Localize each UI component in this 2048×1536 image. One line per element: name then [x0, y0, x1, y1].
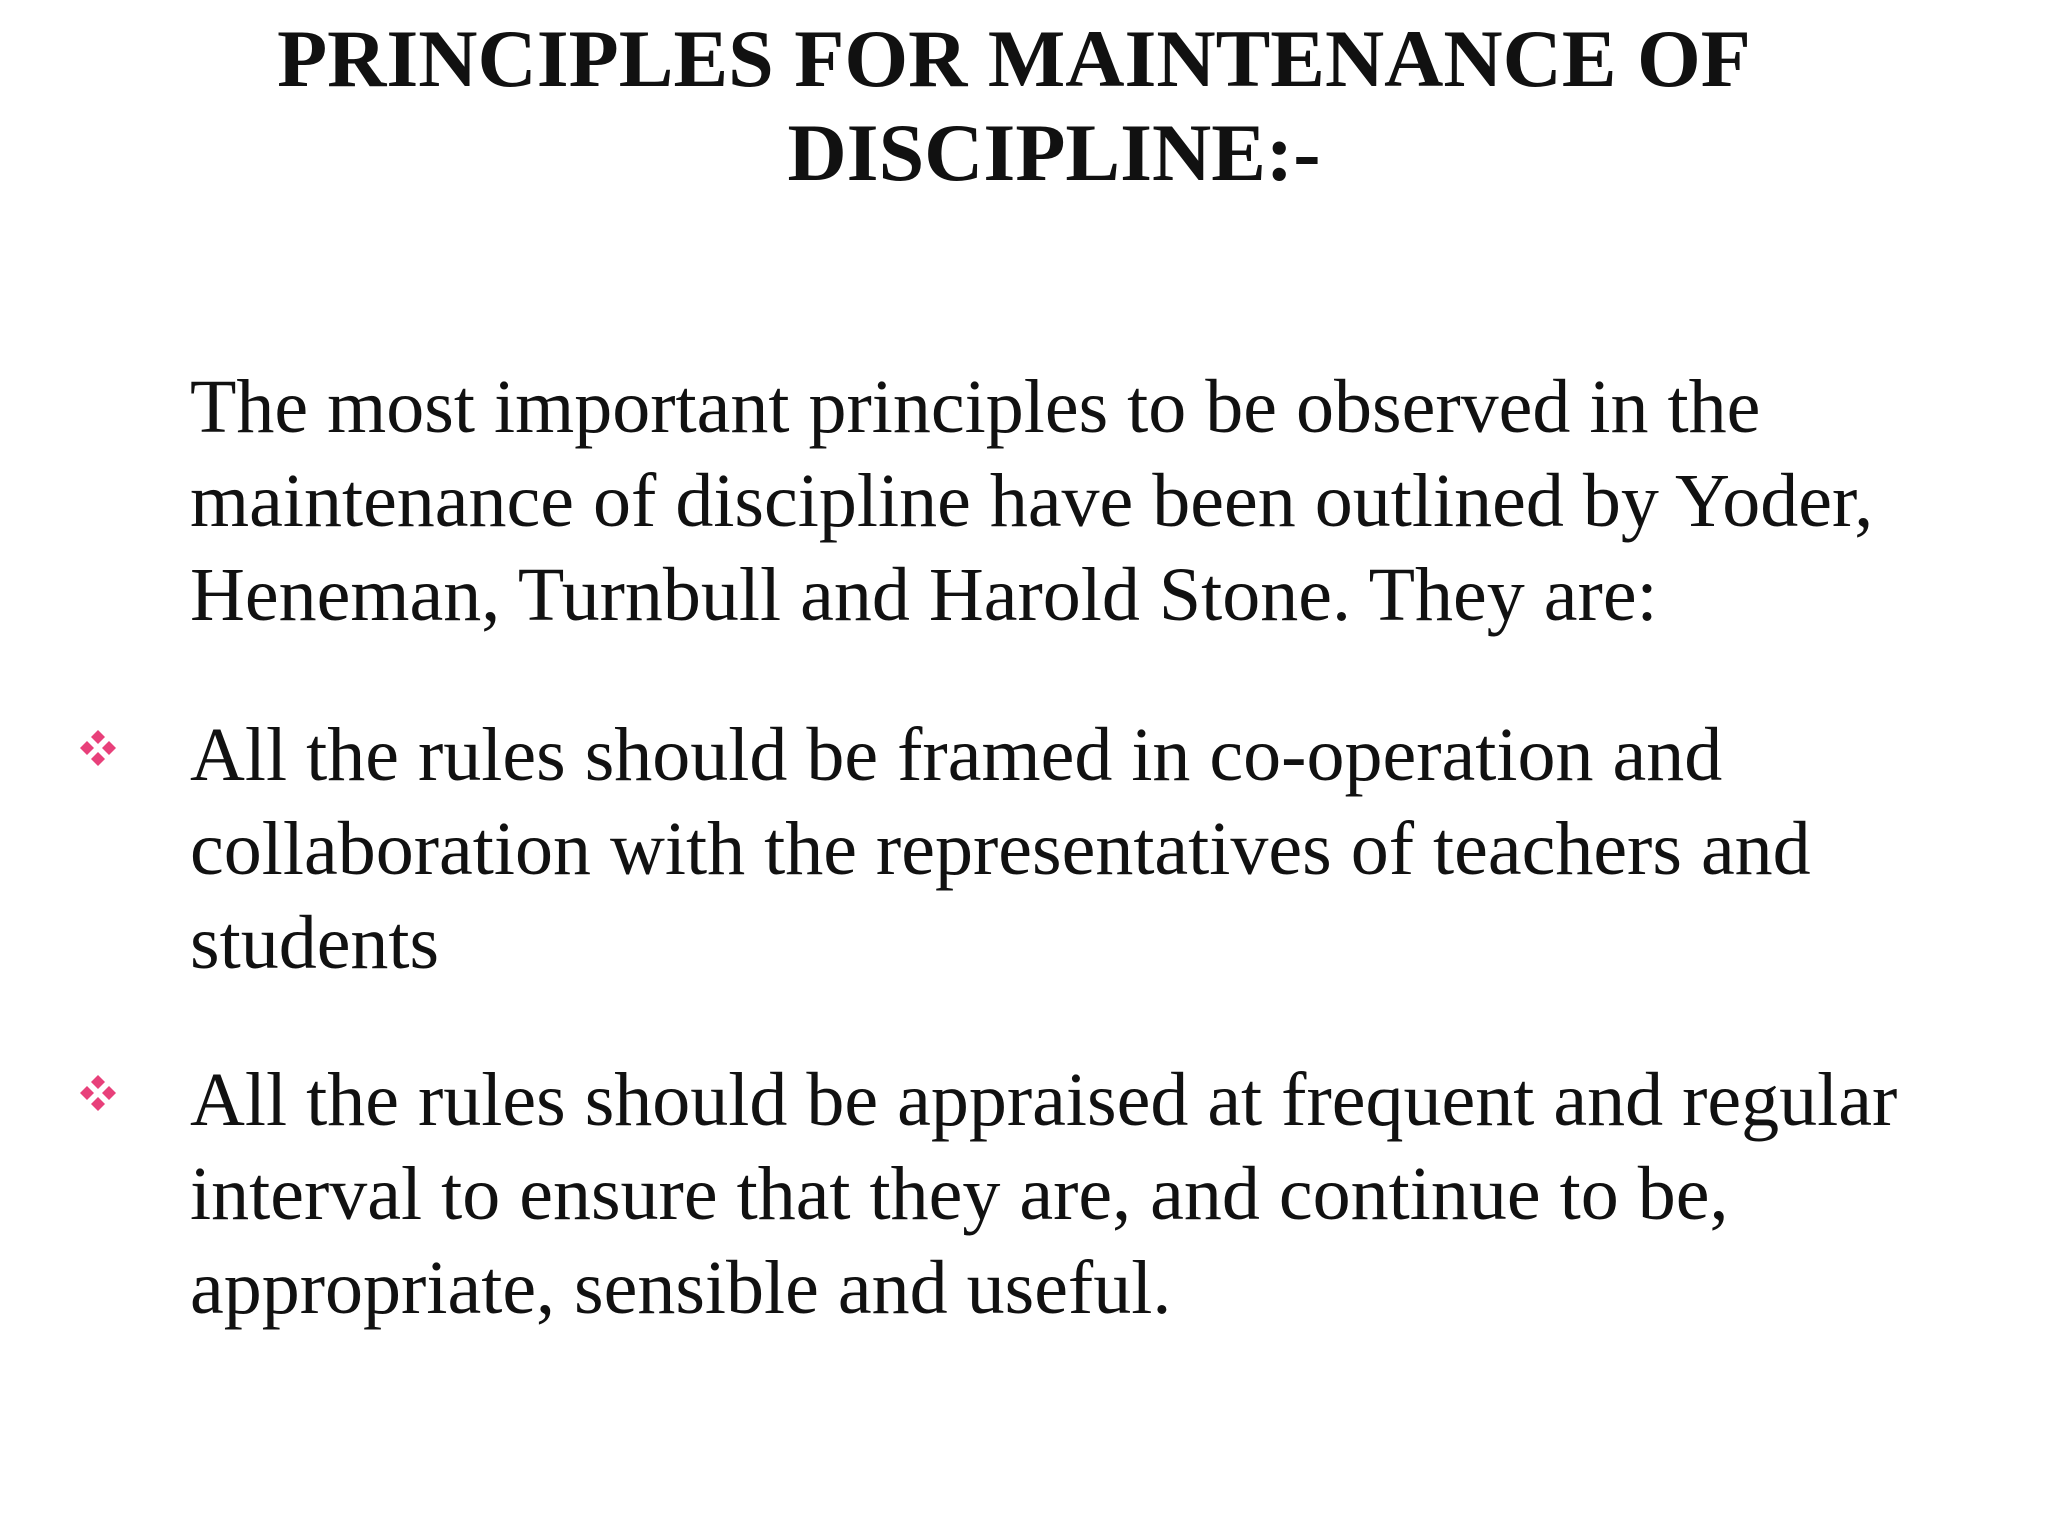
bullet-text-1	[190, 708, 2010, 990]
intro-line-1: The most important principles to be observed in the	[190, 365, 1761, 449]
slide-title	[0, 12, 2048, 200]
bullet-2-line-2: interval to ensure that they are, and continue to be,	[190, 1152, 1729, 1236]
slide-title-line-2: DISCIPLINE:-	[787, 107, 1321, 198]
bullet-2-line-3: appropriate, sensible and useful.	[190, 1246, 1172, 1330]
four-diamond-bullet-icon	[78, 728, 118, 768]
four-diamond-bullet-icon	[78, 1073, 118, 1113]
bullet-2-line-1: All the rules should be appraised at frequent and regular	[190, 1058, 1898, 1142]
bullet-text-2	[190, 1053, 2010, 1335]
bullet-1-line-1: All the rules should be framed in co-operation and	[190, 713, 1723, 797]
slide-title-line-1: PRINCIPLES FOR MAINTENANCE OF	[277, 13, 1751, 104]
intro-line-2: maintenance of discipline have been outlined by Yoder,	[190, 459, 1874, 543]
bullet-1-line-3: students	[190, 901, 440, 985]
intro-paragraph	[190, 360, 2010, 642]
intro-line-3: Heneman, Turnbull and Harold Stone. They are:	[190, 553, 1658, 637]
bullet-1-line-2: collaboration with the representatives of teachers and	[190, 807, 1811, 891]
